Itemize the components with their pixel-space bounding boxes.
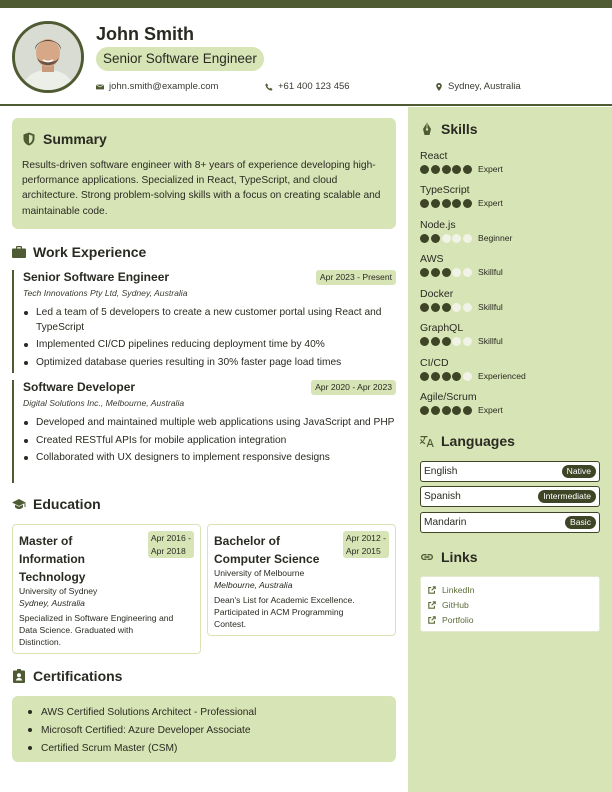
skill-rating	[420, 336, 600, 346]
rating-dot-filled	[431, 268, 440, 277]
rating-dot-filled	[442, 337, 451, 346]
job-dates: Apr 2020 - Apr 2023	[311, 380, 396, 395]
link-linkedin[interactable]: LinkedIn	[428, 585, 475, 595]
certifications-list	[28, 704, 256, 758]
language-level-badge: Intermediate	[538, 490, 596, 503]
certifications-heading: Certifications	[12, 668, 122, 684]
summary-heading: Summary	[22, 131, 107, 147]
list-item: Led a team of 5 developers to create a new customer portal using React and TypeScript	[23, 306, 395, 335]
rating-dot-filled	[420, 337, 429, 346]
education-dates: Apr 2016 - Apr 2018	[148, 531, 194, 558]
skill-name: React	[420, 150, 448, 162]
language-item	[420, 512, 600, 533]
rating-dot-empty	[463, 303, 472, 312]
skill-name: Docker	[420, 288, 454, 300]
summary-text: Results-driven software engineer with 8+ years of experience developing high-performance applications. Specialized in React, TypeScript, and cloud architecture. Strong problem-solving skills with a focus on creating scalable and maintainable code.	[22, 160, 381, 217]
school-location: Melbourne, Australia	[214, 580, 293, 590]
skill-level: Expert	[477, 198, 503, 208]
id-badge-icon	[12, 669, 26, 683]
list-item: Certified Scrum Master (CSM)	[28, 740, 256, 758]
envelope-icon	[96, 83, 104, 91]
links-box	[420, 576, 600, 632]
rating-dot-empty	[452, 268, 461, 277]
rating-dot-empty	[463, 337, 472, 346]
links-heading: Links	[420, 549, 478, 565]
external-link-icon	[428, 616, 436, 624]
rating-dot-filled	[463, 199, 472, 208]
candidate-name: John Smith	[96, 24, 194, 44]
rating-dot-filled	[442, 165, 451, 174]
rating-dot-filled	[452, 199, 461, 208]
certifications-card	[12, 696, 396, 762]
rating-dot-filled	[452, 372, 461, 381]
rating-dot-filled	[442, 303, 451, 312]
language-item	[420, 461, 600, 482]
translate-icon	[420, 434, 434, 448]
rating-dot-filled	[431, 199, 440, 208]
location-text: Sydney, Australia	[448, 81, 521, 92]
rating-dot-empty	[442, 234, 451, 243]
pen-nib-icon	[420, 122, 434, 136]
profile-photo	[15, 24, 81, 90]
skill-level: Experienced	[477, 371, 526, 381]
education-heading: Education	[12, 496, 101, 512]
education-card	[207, 524, 396, 636]
shield-icon	[22, 132, 36, 146]
job-company: Tech Innovations Pty Ltd, Sydney, Australia	[23, 288, 188, 298]
job-bullets	[23, 306, 395, 373]
education-card	[12, 524, 201, 654]
rating-dot-filled	[463, 165, 472, 174]
link-icon	[420, 550, 434, 564]
skill-name: Node.js	[420, 219, 456, 231]
rating-dot-filled	[420, 165, 429, 174]
list-item: AWS Certified Solutions Architect - Professional	[28, 704, 256, 722]
language-name: Mandarin	[424, 517, 467, 528]
rating-dot-filled	[442, 372, 451, 381]
rating-dot-filled	[431, 337, 440, 346]
job-title: Software Developer	[23, 380, 136, 394]
job-title: Senior Software Engineer	[23, 270, 170, 284]
skill-level: Beginner	[477, 233, 513, 243]
language-name: Spanish	[424, 491, 461, 502]
skill-rating	[420, 371, 600, 381]
resume-header	[0, 8, 612, 106]
skill-name: CI/CD	[420, 357, 449, 369]
rating-dot-filled	[431, 372, 440, 381]
skill-item	[420, 288, 600, 312]
phone-icon	[265, 83, 273, 91]
list-item: Collaborated with UX designers to implement responsive designs	[23, 451, 395, 466]
top-accent-bar	[0, 0, 612, 8]
rating-dot-filled	[420, 234, 429, 243]
rating-dot-filled	[452, 165, 461, 174]
school-name: University of Melbourne	[214, 568, 305, 578]
external-link-icon	[428, 601, 436, 609]
skill-level: Skillful	[477, 336, 503, 346]
school-location: Sydney, Australia	[19, 598, 85, 608]
rating-dot-empty	[463, 372, 472, 381]
skill-level: Skillful	[477, 302, 503, 312]
rating-dot-filled	[442, 406, 451, 415]
degree-name: Bachelor of Computer Science	[214, 534, 320, 566]
rating-dot-filled	[420, 268, 429, 277]
language-item	[420, 486, 600, 507]
skill-name: Agile/Scrum	[420, 391, 477, 403]
skill-item	[420, 150, 600, 174]
rating-dot-filled	[431, 165, 440, 174]
rating-dot-filled	[452, 406, 461, 415]
phone-contact[interactable]	[265, 81, 350, 92]
skill-item	[420, 184, 600, 208]
job-title-badge: Senior Software Engineer	[96, 47, 264, 71]
map-pin-icon	[435, 83, 443, 91]
skill-name: AWS	[420, 253, 444, 265]
education-description: Dean's List for Academic Excellence. Participated in ACM Programming Contest.	[214, 595, 355, 629]
work-experience-heading: Work Experience	[12, 244, 146, 260]
language-level-badge: Native	[562, 465, 596, 478]
job-company: Digital Solutions Inc., Melbourne, Australia	[23, 398, 185, 408]
rating-dot-empty	[452, 234, 461, 243]
rating-dot-empty	[463, 234, 472, 243]
rating-dot-filled	[420, 372, 429, 381]
skill-item	[420, 357, 600, 381]
skill-rating	[420, 302, 600, 312]
education-dates: Apr 2012 - Apr 2015	[343, 531, 389, 558]
skill-item	[420, 322, 600, 346]
skill-item	[420, 253, 600, 277]
skill-level: Skillful	[477, 267, 503, 277]
skill-rating	[420, 233, 600, 243]
skill-level: Expert	[477, 164, 503, 174]
rating-dot-filled	[463, 406, 472, 415]
list-item: Implemented CI/CD pipelines reducing deployment time by 40%	[23, 338, 395, 353]
rating-dot-filled	[420, 199, 429, 208]
location-contact	[435, 81, 521, 92]
rating-dot-filled	[442, 268, 451, 277]
rating-dot-empty	[463, 268, 472, 277]
rating-dot-filled	[431, 234, 440, 243]
rating-dot-filled	[442, 199, 451, 208]
skill-rating	[420, 164, 600, 174]
job-bullets	[23, 416, 395, 469]
email-text: john.smith@example.com	[109, 81, 219, 92]
languages-heading: Languages	[420, 433, 515, 449]
list-item: Developed and maintained multiple web applications using JavaScript and PHP	[23, 416, 395, 431]
education-description: Specialized in Software Engineering and Data Science. Graduated with Distinction.	[19, 613, 174, 647]
graduation-cap-icon	[12, 497, 26, 511]
sidebar	[408, 107, 612, 792]
summary-card	[12, 118, 396, 229]
skill-level: Expert	[477, 405, 503, 415]
rating-dot-filled	[431, 303, 440, 312]
skill-item	[420, 219, 600, 243]
language-level-badge: Basic	[565, 516, 596, 529]
job-dates: Apr 2023 - Present	[316, 270, 396, 285]
list-item: Created RESTful APIs for mobile application integration	[23, 434, 395, 449]
list-item: Optimized database queries resulting in 30% faster page load times	[23, 356, 395, 371]
phone-text: +61 400 123 456	[278, 81, 350, 92]
rating-dot-empty	[452, 337, 461, 346]
link-portfolio[interactable]: Portfolio	[428, 615, 474, 625]
degree-name: Master of Information Technology	[19, 534, 86, 584]
rating-dot-filled	[431, 406, 440, 415]
school-name: University of Sydney	[19, 586, 98, 596]
rating-dot-filled	[420, 406, 429, 415]
skill-item	[420, 391, 600, 415]
skill-name: GraphQL	[420, 322, 464, 334]
avatar	[12, 21, 84, 93]
skill-name: TypeScript	[420, 184, 470, 196]
job-entry	[12, 380, 396, 483]
rating-dot-filled	[420, 303, 429, 312]
job-entry	[12, 270, 396, 373]
skill-rating	[420, 198, 600, 208]
skills-heading: Skills	[420, 121, 478, 137]
skill-rating	[420, 405, 600, 415]
list-item: Microsoft Certified: Azure Developer Associate	[28, 722, 256, 740]
skill-rating	[420, 267, 600, 277]
link-github[interactable]: GitHub	[428, 600, 469, 610]
email-contact[interactable]	[96, 81, 218, 92]
briefcase-icon	[12, 245, 26, 259]
external-link-icon	[428, 586, 436, 594]
rating-dot-empty	[452, 303, 461, 312]
language-name: English	[424, 466, 458, 477]
